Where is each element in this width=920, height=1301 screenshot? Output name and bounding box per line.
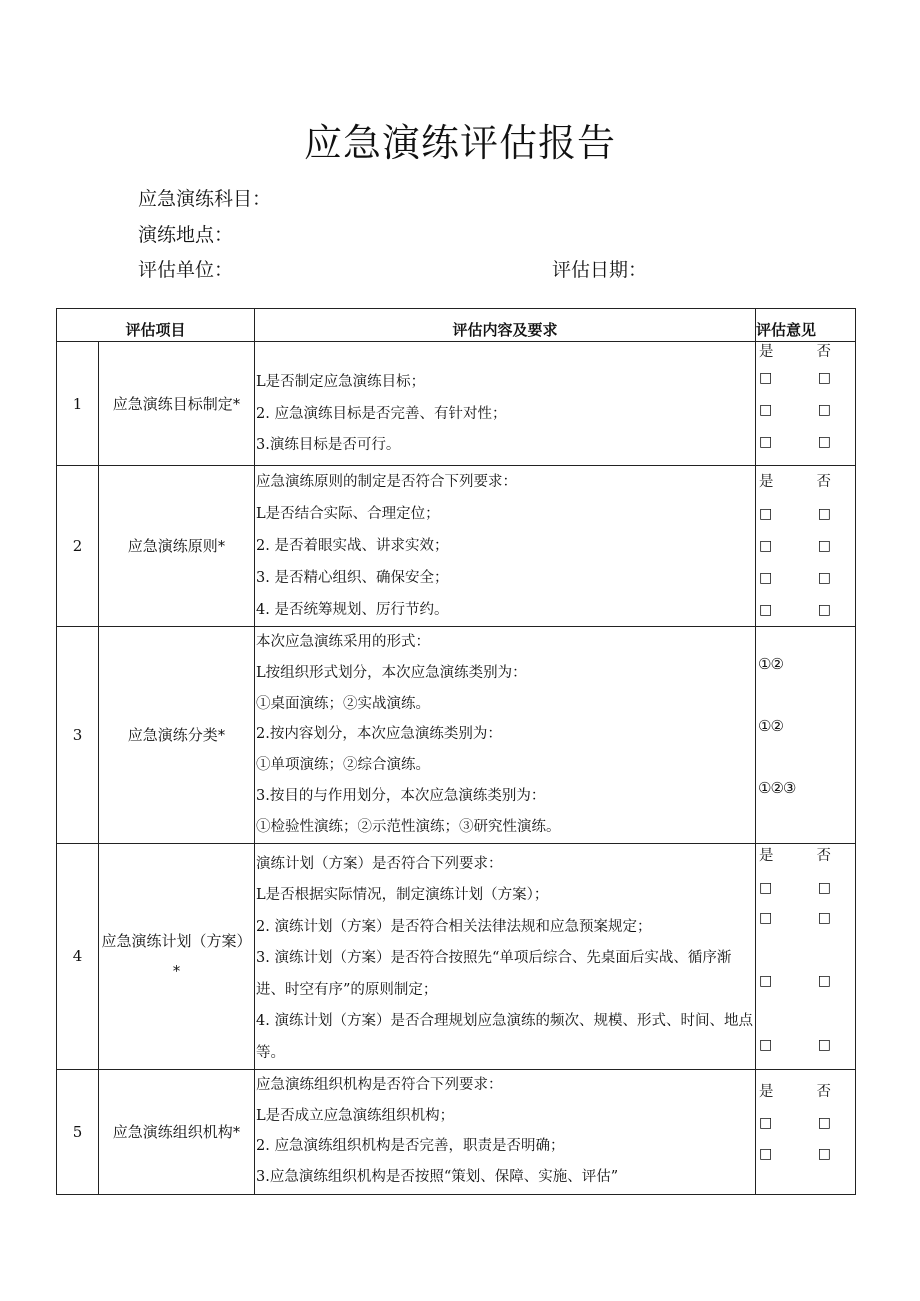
row-item: 应急演练原则* bbox=[99, 466, 255, 627]
checkbox-pair bbox=[758, 426, 831, 458]
yes-checkbox[interactable]: □ bbox=[759, 506, 773, 522]
requirement-line: ①检验性演练；②示范性演练；③研究性演练。 bbox=[256, 818, 561, 835]
row-opinion bbox=[756, 627, 856, 844]
checkbox-pair bbox=[758, 1113, 831, 1133]
choice-content[interactable]: ①② bbox=[758, 717, 783, 735]
requirement-line: 2. 演练计划（方案）是否符合相关法律法规和应急预案规定； bbox=[256, 918, 652, 935]
no-checkbox[interactable]: □ bbox=[817, 538, 832, 554]
requirement-line: L是否结合实际、合理定位； bbox=[256, 506, 440, 522]
requirement-line: 3.按目的与作用划分，本次应急演练类别为： bbox=[256, 787, 546, 804]
yes-checkbox[interactable]: □ bbox=[759, 370, 773, 386]
yes-checkbox[interactable]: □ bbox=[759, 1115, 773, 1132]
requirement-line: 应急演练组织机构是否符合下列要求： bbox=[256, 1077, 503, 1094]
checkbox-pair bbox=[758, 594, 831, 626]
checkbox-pair bbox=[758, 908, 831, 928]
requirement-line: 2. 应急演练组织机构是否完善，职责是否明确； bbox=[256, 1138, 565, 1155]
yes-checkbox[interactable]: □ bbox=[759, 602, 773, 618]
requirement-line: 2. 应急演练目标是否完善、有针对性； bbox=[256, 405, 507, 422]
table-row bbox=[57, 627, 856, 844]
table-row bbox=[57, 466, 856, 627]
requirement-line: L是否成立应急演练组织机构； bbox=[256, 1107, 455, 1124]
yes-label: 是 bbox=[759, 847, 774, 864]
no-checkbox[interactable]: □ bbox=[817, 972, 832, 989]
row-opinion bbox=[756, 466, 856, 627]
no-checkbox[interactable]: □ bbox=[817, 506, 832, 522]
header-requirements: 评估内容及要求 bbox=[255, 309, 756, 342]
row-opinion bbox=[756, 843, 856, 1070]
requirement-line: 3.演练目标是否可行。 bbox=[256, 437, 401, 453]
row-opinion bbox=[756, 1070, 856, 1195]
row-item: 应急演练计划（方案）* bbox=[99, 843, 255, 1070]
table-row bbox=[57, 342, 856, 466]
table-header-row bbox=[57, 309, 856, 342]
requirement-line: 3. 演练计划（方案）是否符合按照先“单项后综合、先桌面后实战、循序渐进、时空有序”的原则制定； bbox=[256, 950, 732, 998]
requirement-line: L按组织形式划分，本次应急演练类别为： bbox=[256, 664, 527, 681]
row-number: 4 bbox=[57, 843, 99, 1070]
checkbox-pair bbox=[758, 1144, 831, 1164]
checkbox-pair bbox=[758, 498, 831, 530]
yes-label: 是 bbox=[759, 344, 774, 360]
requirement-line: 4. 演练计划（方案）是否合理规划应急演练的频次、规模、形式、时间、地点等。 bbox=[256, 1013, 753, 1061]
subject-label: 应急演练科目： bbox=[138, 188, 272, 210]
requirement-line: 演练计划（方案）是否符合下列要求： bbox=[256, 855, 503, 872]
row-number: 5 bbox=[57, 1070, 99, 1195]
requirement-line: 应急演练原则的制定是否符合下列要求： bbox=[256, 474, 518, 490]
no-checkbox[interactable]: □ bbox=[817, 370, 832, 386]
no-label: 否 bbox=[816, 847, 832, 864]
yes-no-header bbox=[758, 1082, 831, 1102]
header-item: 评估项目 bbox=[57, 309, 255, 342]
yes-no-header bbox=[758, 342, 831, 362]
no-checkbox[interactable]: □ bbox=[817, 602, 832, 618]
no-checkbox[interactable]: □ bbox=[817, 879, 832, 896]
yes-checkbox[interactable]: □ bbox=[759, 972, 773, 989]
no-label: 否 bbox=[816, 1084, 832, 1101]
no-checkbox[interactable]: □ bbox=[817, 1146, 832, 1163]
checkbox-pair bbox=[758, 878, 831, 898]
table-row bbox=[57, 843, 856, 1070]
yes-checkbox[interactable]: □ bbox=[759, 1036, 773, 1053]
yes-no-header bbox=[758, 466, 831, 498]
unit-label: 评估单位： bbox=[138, 259, 234, 281]
page-title: 应急演练评估报告 bbox=[303, 121, 616, 165]
no-checkbox[interactable]: □ bbox=[817, 570, 832, 586]
checkbox-pair bbox=[758, 530, 831, 562]
row-requirements bbox=[255, 1070, 756, 1195]
requirement-line: 2.按内容划分，本次应急演练类别为： bbox=[256, 726, 502, 743]
row-requirements bbox=[255, 627, 756, 844]
requirement-line: ①桌面演练；②实战演练。 bbox=[256, 695, 431, 712]
requirement-line: L是否制定应急演练目标； bbox=[256, 374, 426, 390]
row-number: 2 bbox=[57, 466, 99, 627]
no-checkbox[interactable]: □ bbox=[817, 909, 832, 926]
no-checkbox[interactable]: □ bbox=[817, 402, 832, 418]
no-checkbox[interactable]: □ bbox=[817, 1036, 832, 1053]
yes-label: 是 bbox=[759, 1084, 774, 1101]
no-label: 否 bbox=[816, 344, 832, 360]
yes-checkbox[interactable]: □ bbox=[759, 402, 773, 418]
requirement-line: 3. 是否精心组织、确保安全； bbox=[256, 570, 449, 586]
yes-no-header bbox=[758, 846, 831, 866]
yes-checkbox[interactable]: □ bbox=[759, 879, 773, 896]
location-label: 演练地点： bbox=[138, 224, 234, 246]
header-opinion: 评估意见 bbox=[756, 309, 856, 342]
evaluation-table bbox=[56, 308, 856, 1195]
row-requirements bbox=[255, 342, 756, 466]
row-item: 应急演练分类* bbox=[99, 627, 255, 844]
choice-organization[interactable]: ①② bbox=[758, 655, 783, 673]
date-label: 评估日期： bbox=[552, 259, 648, 281]
checkbox-pair bbox=[758, 362, 831, 394]
requirement-line: 2. 是否着眼实战、讲求实效； bbox=[256, 538, 449, 554]
row-number: 1 bbox=[57, 342, 99, 466]
yes-label: 是 bbox=[759, 474, 774, 490]
yes-checkbox[interactable]: □ bbox=[759, 909, 773, 926]
requirement-line: ①单项演练；②综合演练。 bbox=[256, 757, 431, 774]
row-item: 应急演练组织机构* bbox=[99, 1070, 255, 1195]
choice-purpose[interactable]: ①②③ bbox=[758, 779, 796, 797]
no-label: 否 bbox=[816, 474, 832, 490]
checkbox-pair bbox=[758, 1035, 831, 1055]
row-number: 3 bbox=[57, 627, 99, 844]
table-row bbox=[57, 1070, 856, 1195]
checkbox-pair bbox=[758, 971, 831, 991]
yes-checkbox[interactable]: □ bbox=[759, 538, 773, 554]
no-checkbox[interactable]: □ bbox=[817, 434, 832, 450]
yes-checkbox[interactable]: □ bbox=[759, 434, 773, 450]
checkbox-pair bbox=[758, 562, 831, 594]
row-item: 应急演练目标制定* bbox=[99, 342, 255, 466]
checkbox-pair bbox=[758, 394, 831, 426]
requirement-line: 3.应急演练组织机构是否按照“策划、保障、实施、评估” bbox=[256, 1168, 619, 1185]
requirement-line: 本次应急演练采用的形式： bbox=[256, 634, 431, 650]
yes-checkbox[interactable]: □ bbox=[759, 1146, 773, 1163]
requirement-line: L是否根据实际情况，制定演练计划（方案）； bbox=[256, 887, 549, 904]
row-requirements bbox=[255, 843, 756, 1070]
no-checkbox[interactable]: □ bbox=[817, 1115, 832, 1132]
row-requirements bbox=[255, 466, 756, 627]
row-opinion bbox=[756, 342, 856, 466]
yes-checkbox[interactable]: □ bbox=[759, 570, 773, 586]
requirement-line: 4. 是否统筹规划、厉行节约。 bbox=[256, 602, 449, 618]
